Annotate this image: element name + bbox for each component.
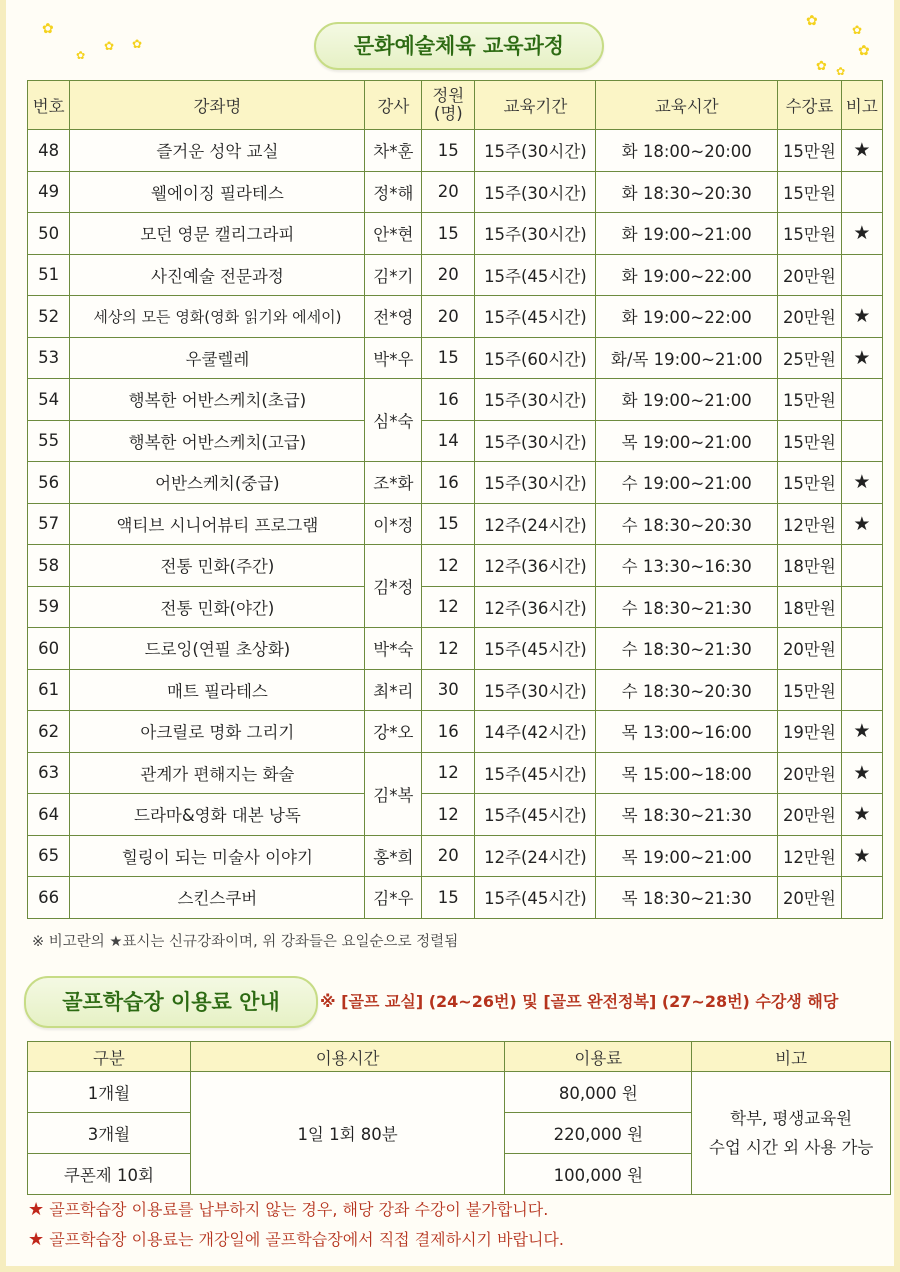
warning-text: 골프학습장 이용료는 개강일에 골프학습장에서 직접 결제하시기 바랍니다. [49, 1230, 564, 1249]
course-number: 60 [28, 628, 70, 670]
header-fee: 수강료 [778, 81, 842, 130]
course-capacity: 14 [422, 420, 475, 462]
course-teacher: 강*오 [365, 711, 422, 753]
course-note-mark [841, 171, 882, 213]
course-period: 15주(30시간) [475, 420, 596, 462]
course-period: 15주(30시간) [475, 130, 596, 172]
header-period: 교육기간 [475, 81, 596, 130]
course-number: 57 [28, 503, 70, 545]
course-fee: 20만원 [778, 877, 842, 919]
course-number: 50 [28, 213, 70, 255]
table-row [28, 1072, 891, 1113]
flower-decoration: ✿ [858, 43, 870, 59]
course-teacher: 박*우 [365, 337, 422, 379]
course-time: 목 13:00~16:00 [596, 711, 778, 753]
course-note-mark [841, 254, 882, 296]
course-note-mark [841, 545, 882, 587]
course-capacity: 20 [422, 296, 475, 338]
course-time: 수 19:00~21:00 [596, 462, 778, 504]
course-name: 드로잉(연필 초상화) [70, 628, 365, 670]
course-time: 수 18:30~21:30 [596, 586, 778, 628]
course-fee: 20만원 [778, 254, 842, 296]
course-table-body [28, 130, 883, 919]
course-number: 62 [28, 711, 70, 753]
header-capacity: 정원 (명) [422, 81, 475, 130]
table-row [28, 711, 883, 753]
course-teacher: 김*우 [365, 877, 422, 919]
course-time: 화 18:00~20:00 [596, 130, 778, 172]
course-teacher: 박*숙 [365, 628, 422, 670]
table-row [28, 752, 883, 794]
fee-amount: 80,000 원 [505, 1072, 692, 1113]
course-table [27, 80, 883, 919]
course-name: 우쿨렐레 [70, 337, 365, 379]
fee-type: 쿠폰제 10회 [28, 1154, 191, 1195]
course-time: 목 18:30~21:30 [596, 794, 778, 836]
course-number: 51 [28, 254, 70, 296]
course-capacity: 15 [422, 337, 475, 379]
header-time: 교육시간 [596, 81, 778, 130]
golf-note: ※ [골프 교실] (24~26번) 및 [골프 완전정복] (27~28번) 수강생 해당 [320, 992, 839, 1011]
course-fee: 15만원 [778, 213, 842, 255]
course-fee: 25만원 [778, 337, 842, 379]
course-time: 화 19:00~21:00 [596, 379, 778, 421]
table-row [28, 130, 883, 172]
course-capacity: 12 [422, 752, 475, 794]
remark-line: 수업 시간 외 사용 가능 [708, 1138, 874, 1157]
course-period: 15주(30시간) [475, 379, 596, 421]
course-number: 58 [28, 545, 70, 587]
course-time: 화 19:00~22:00 [596, 296, 778, 338]
course-time: 수 18:30~21:30 [596, 628, 778, 670]
course-number: 61 [28, 669, 70, 711]
course-teacher: 이*정 [365, 503, 422, 545]
course-name: 매트 필라테스 [70, 669, 365, 711]
course-note-mark: ★ [841, 752, 882, 794]
course-number: 65 [28, 835, 70, 877]
course-number: 56 [28, 462, 70, 504]
warning-text: 골프학습장 이용료를 납부하지 않는 경우, 해당 강좌 수강이 불가합니다. [49, 1200, 549, 1219]
course-time: 목 19:00~21:00 [596, 420, 778, 462]
course-number: 66 [28, 877, 70, 919]
course-name: 행복한 어반스케치(고급) [70, 420, 365, 462]
course-fee: 20만원 [778, 794, 842, 836]
course-teacher: 차*훈 [365, 130, 422, 172]
table-row [28, 462, 883, 504]
course-teacher: 조*화 [365, 462, 422, 504]
table-row [28, 213, 883, 255]
course-name: 스킨스쿠버 [70, 877, 365, 919]
course-fee: 15만원 [778, 379, 842, 421]
course-fee: 20만원 [778, 752, 842, 794]
course-time: 수 13:30~16:30 [596, 545, 778, 587]
course-name: 모던 영문 캘리그라피 [70, 213, 365, 255]
course-name: 힐링이 되는 미술사 이야기 [70, 835, 365, 877]
course-number: 48 [28, 130, 70, 172]
course-name: 전통 민화(주간) [70, 545, 365, 587]
course-period: 14주(42시간) [475, 711, 596, 753]
course-capacity: 12 [422, 586, 475, 628]
flower-decoration: ✿ [104, 39, 115, 53]
course-note-mark [841, 379, 882, 421]
fee-amount: 100,000 원 [505, 1154, 692, 1195]
flower-decoration: ✿ [76, 49, 86, 62]
course-period: 12주(24시간) [475, 835, 596, 877]
fee-type: 1개월 [28, 1072, 191, 1113]
course-name: 드라마&영화 대본 낭독 [70, 794, 365, 836]
course-period: 15주(45시간) [475, 628, 596, 670]
table-row [28, 586, 883, 628]
course-note-mark [841, 628, 882, 670]
course-note: ※ 비고란의 ★표시는 신규강좌이며, 위 강좌들은 요일순으로 정렬됨 [32, 934, 459, 950]
course-number: 54 [28, 379, 70, 421]
course-capacity: 15 [422, 503, 475, 545]
page-title: 문화예술체육 교육과정 [314, 22, 604, 70]
table-row [28, 628, 883, 670]
course-period: 15주(45시간) [475, 296, 596, 338]
course-note-mark: ★ [841, 462, 882, 504]
course-capacity: 12 [422, 628, 475, 670]
course-capacity: 20 [422, 171, 475, 213]
course-time: 수 18:30~20:30 [596, 503, 778, 545]
course-capacity: 16 [422, 379, 475, 421]
course-number: 52 [28, 296, 70, 338]
table-row [28, 503, 883, 545]
course-name: 어반스케치(중급) [70, 462, 365, 504]
course-fee: 15만원 [778, 669, 842, 711]
course-fee: 12만원 [778, 835, 842, 877]
course-period: 12주(36시간) [475, 586, 596, 628]
course-time: 목 18:30~21:30 [596, 877, 778, 919]
course-capacity: 20 [422, 254, 475, 296]
table-row [28, 420, 883, 462]
course-name: 세상의 모든 영화(영화 읽기와 에세이) [70, 296, 365, 338]
course-name: 사진예술 전문과정 [70, 254, 365, 296]
flower-decoration: ✿ [42, 21, 54, 37]
header-course-name: 강좌명 [70, 81, 365, 130]
course-fee: 15만원 [778, 130, 842, 172]
header-usage-time: 이용시간 [190, 1042, 505, 1072]
course-capacity: 12 [422, 545, 475, 587]
course-fee: 15만원 [778, 420, 842, 462]
fee-amount: 220,000 원 [505, 1113, 692, 1154]
course-period: 15주(30시간) [475, 669, 596, 711]
course-period: 15주(30시간) [475, 171, 596, 213]
course-teacher: 안*현 [365, 213, 422, 255]
header-number: 번호 [28, 81, 70, 130]
flower-decoration: ✿ [836, 65, 846, 78]
course-teacher: 홍*희 [365, 835, 422, 877]
course-note-mark: ★ [841, 337, 882, 379]
course-note-mark: ★ [841, 296, 882, 338]
course-note-mark: ★ [841, 835, 882, 877]
course-fee: 20만원 [778, 628, 842, 670]
table-header-row [28, 81, 883, 130]
course-capacity: 15 [422, 130, 475, 172]
course-capacity: 12 [422, 794, 475, 836]
course-teacher: 전*영 [365, 296, 422, 338]
course-period: 15주(45시간) [475, 877, 596, 919]
course-note-mark: ★ [841, 794, 882, 836]
course-period: 15주(45시간) [475, 254, 596, 296]
course-name: 아크릴로 명화 그리기 [70, 711, 365, 753]
course-number: 59 [28, 586, 70, 628]
table-row [28, 835, 883, 877]
course-name: 액티브 시니어뷰티 프로그램 [70, 503, 365, 545]
course-note-mark: ★ [841, 213, 882, 255]
course-capacity: 20 [422, 835, 475, 877]
course-period: 15주(45시간) [475, 752, 596, 794]
course-time: 목 15:00~18:00 [596, 752, 778, 794]
course-capacity: 16 [422, 711, 475, 753]
course-fee: 12만원 [778, 503, 842, 545]
course-teacher: 최*리 [365, 669, 422, 711]
course-number: 49 [28, 171, 70, 213]
table-row [28, 337, 883, 379]
course-period: 12주(36시간) [475, 545, 596, 587]
table-row [28, 171, 883, 213]
header-type: 구분 [28, 1042, 191, 1072]
header-teacher: 강사 [365, 81, 422, 130]
header-remark: 비고 [692, 1042, 891, 1072]
course-period: 15주(30시간) [475, 213, 596, 255]
course-time: 화/목 19:00~21:00 [596, 337, 778, 379]
course-time: 수 18:30~20:30 [596, 669, 778, 711]
course-capacity: 15 [422, 877, 475, 919]
course-note-mark [841, 877, 882, 919]
golf-title: 골프학습장 이용료 안내 [24, 976, 318, 1028]
table-row [28, 296, 883, 338]
flower-decoration: ✿ [806, 13, 818, 29]
golf-fee-table [27, 1041, 891, 1195]
course-capacity: 16 [422, 462, 475, 504]
course-number: 55 [28, 420, 70, 462]
course-period: 15주(60시간) [475, 337, 596, 379]
course-name: 행복한 어반스케치(초급) [70, 379, 365, 421]
table-row [28, 877, 883, 919]
course-note-mark [841, 420, 882, 462]
course-fee: 19만원 [778, 711, 842, 753]
course-note-mark: ★ [841, 503, 882, 545]
course-note-mark [841, 586, 882, 628]
flower-decoration: ✿ [132, 37, 143, 51]
table-row [28, 794, 883, 836]
course-name: 즐거운 성악 교실 [70, 130, 365, 172]
course-name: 전통 민화(야간) [70, 586, 365, 628]
course-note-mark: ★ [841, 130, 882, 172]
course-teacher: 정*해 [365, 171, 422, 213]
course-teacher: 김*기 [365, 254, 422, 296]
course-capacity: 15 [422, 213, 475, 255]
course-fee: 15만원 [778, 171, 842, 213]
course-number: 63 [28, 752, 70, 794]
course-teacher: 심*숙 [365, 379, 422, 462]
course-name: 관계가 편해지는 화술 [70, 752, 365, 794]
flower-decoration: ✿ [816, 59, 827, 74]
course-capacity: 30 [422, 669, 475, 711]
course-time: 화 19:00~22:00 [596, 254, 778, 296]
header-usage-fee: 이용료 [505, 1042, 692, 1072]
table-row [28, 254, 883, 296]
course-time: 화 19:00~21:00 [596, 213, 778, 255]
warning-line [28, 1227, 564, 1250]
header-note: 비고 [841, 81, 882, 130]
course-period: 15주(30시간) [475, 462, 596, 504]
course-number: 53 [28, 337, 70, 379]
course-number: 64 [28, 794, 70, 836]
table-header-row [28, 1042, 891, 1072]
course-name: 웰에이징 필라테스 [70, 171, 365, 213]
course-period: 15주(45시간) [475, 794, 596, 836]
course-fee: 18만원 [778, 586, 842, 628]
usage-time: 1일 1회 80분 [190, 1072, 505, 1195]
course-teacher: 김*정 [365, 545, 422, 628]
course-time: 목 19:00~21:00 [596, 835, 778, 877]
course-note-mark: ★ [841, 711, 882, 753]
course-teacher: 김*복 [365, 752, 422, 835]
course-time: 화 18:30~20:30 [596, 171, 778, 213]
remark-cell [692, 1072, 891, 1195]
course-fee: 15만원 [778, 462, 842, 504]
star-icon: ★ [28, 1199, 45, 1220]
table-row [28, 545, 883, 587]
course-fee: 18만원 [778, 545, 842, 587]
flower-decoration: ✿ [852, 23, 863, 37]
warning-line [28, 1197, 548, 1220]
table-row [28, 669, 883, 711]
star-icon: ★ [28, 1229, 45, 1250]
course-period: 12주(24시간) [475, 503, 596, 545]
course-note-mark [841, 669, 882, 711]
remark-line: 학부, 평생교육원 [730, 1109, 853, 1128]
course-fee: 20만원 [778, 296, 842, 338]
table-row [28, 379, 883, 421]
fee-type: 3개월 [28, 1113, 191, 1154]
